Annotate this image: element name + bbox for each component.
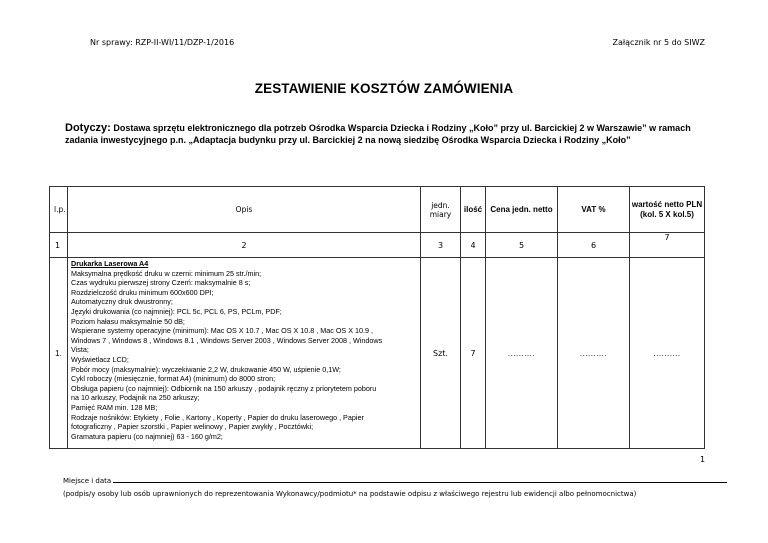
page-number: 1 xyxy=(700,455,706,464)
spec-line: Automatyczny druk dwustronny; xyxy=(71,297,173,307)
col-number: 3 xyxy=(421,233,461,258)
spec-line: Wspierane systemy operacyjne (minimum): Mac OS X 10.7 , Mac OS X 10.8 , Mac OS X 10.9 , xyxy=(71,326,373,336)
col-number: 6 xyxy=(558,233,630,258)
spec-line: Cykl roboczy (miesięcznie, format A4) (minimum) do 8000 stron; xyxy=(71,374,276,384)
document-title: ZESTAWIENIE KOSZTÓW ZAMÓWIENIA xyxy=(254,81,514,96)
spec-line: Czas wydruku pierwszej strony Czerń: maksymalnie 8 s; xyxy=(71,278,251,288)
header-opis: Opis xyxy=(68,187,421,233)
place-date-rule xyxy=(113,482,727,483)
header-unit-price: Cena jedn. netto xyxy=(486,187,558,233)
header-vat: VAT % xyxy=(558,187,630,233)
spec-line: na 10 arkuszy, Podajnik na 250 arkuszy; xyxy=(71,393,200,403)
item-title: Drukarka Laserowa A4 xyxy=(71,259,149,268)
item-description xyxy=(68,258,421,449)
signature-note: (podpis/y osoby lub osób uprawnionych do reprezentowania Wykonawcy/podmiotu* na podstawie odpisu z właściwego rejestru lub ewidencji albo pełnomocnictwa) xyxy=(63,490,637,498)
col-number: 7 xyxy=(630,233,705,258)
spec-line: Poziom hałasu maksymalnie 50 dB; xyxy=(71,316,185,326)
place-date-line xyxy=(63,477,727,485)
attachment-label: Załącznik nr 5 do SIWZ xyxy=(612,38,705,47)
spec-line: Pamięć RAM min. 128 MB; xyxy=(71,402,158,412)
cost-table xyxy=(49,186,705,449)
unit-price-placeholder: .......... xyxy=(486,258,558,449)
spec-line: Gramatura papieru (co najmniej) 63 - 160 g/m2; xyxy=(71,431,223,441)
spec-line: Obsługa papieru (co najmniej): Odbiornik na 150 arkuszy , podajnik ręczny z priorytetem poboru xyxy=(71,383,377,393)
item-unit: Szt. xyxy=(421,258,461,449)
col-number: 2 xyxy=(68,233,421,258)
col-number: 1 xyxy=(50,233,68,258)
spec-line: Języki drukowania (co najmniej): PCL 5c, PCL 6, PS, PCLm, PDF; xyxy=(71,306,282,316)
case-number: Nr sprawy: RZP-II-WI/11/DZP-1/2016 xyxy=(90,38,235,47)
spec-line: Vista; xyxy=(71,345,89,355)
header-qty: ilość xyxy=(461,187,486,233)
header-row xyxy=(50,187,705,233)
header-net-value: wartość netto PLN (kol. 5 X kol.5) xyxy=(630,187,705,233)
concern-label: Dotyczy: xyxy=(65,122,111,134)
spec-line: Wyświetlacz LCD; xyxy=(71,354,129,364)
table-row xyxy=(50,258,705,449)
numbering-row xyxy=(50,233,705,258)
row-number: 1. xyxy=(50,258,68,449)
concern-paragraph xyxy=(65,122,720,146)
col-number: 4 xyxy=(461,233,486,258)
concern-text: Dostawa sprzętu elektronicznego dla potrzeb Ośrodka Wsparcia Dziecka i Rodziny „Koło” przy ul. Barcickiej 2 w Warszawie” w ramach zadania inwestycyjnego p.n. „Adaptacja budynku przy ul. Barcickiej 2 na nową siedzibę Ośrodka Wsparcia Dziecka i Rodziny „Koło” xyxy=(65,123,691,145)
item-quantity: 7 xyxy=(461,258,486,449)
header-unit: jedn. miary xyxy=(421,187,461,233)
spec-line: Pobór mocy (maksymalnie): wyczekiwanie 2,2 W, drukowanie 450 W, uśpienie 0,1W; xyxy=(71,364,341,374)
spec-line: Maksymalna prędkość druku w czerni: minimum 25 str./min; xyxy=(71,268,262,278)
spec-line: Rozdzielczość druku minimum 600x600 DPI; xyxy=(71,287,214,297)
net-value-placeholder: .......... xyxy=(630,258,705,449)
spec-line: Rodzaje nośników: Etykiety , Folie , Kartony , Koperty , Papier do druku laserowego , Papier xyxy=(71,412,364,422)
place-date-label: Miejsce i data xyxy=(63,477,112,485)
col-number: 5 xyxy=(486,233,558,258)
spec-line: Windows 7 , Windows 8 , Windows 8.1 , Windows Server 2003 , Windows Server 2008 , Windows xyxy=(71,335,383,345)
header-lp: l.p. xyxy=(50,187,68,233)
spec-line: fotograficzny , Papier szorstki , Papier welinowy , Papier zwykły , Pocztówki; xyxy=(71,422,314,432)
vat-placeholder: .......... xyxy=(558,258,630,449)
